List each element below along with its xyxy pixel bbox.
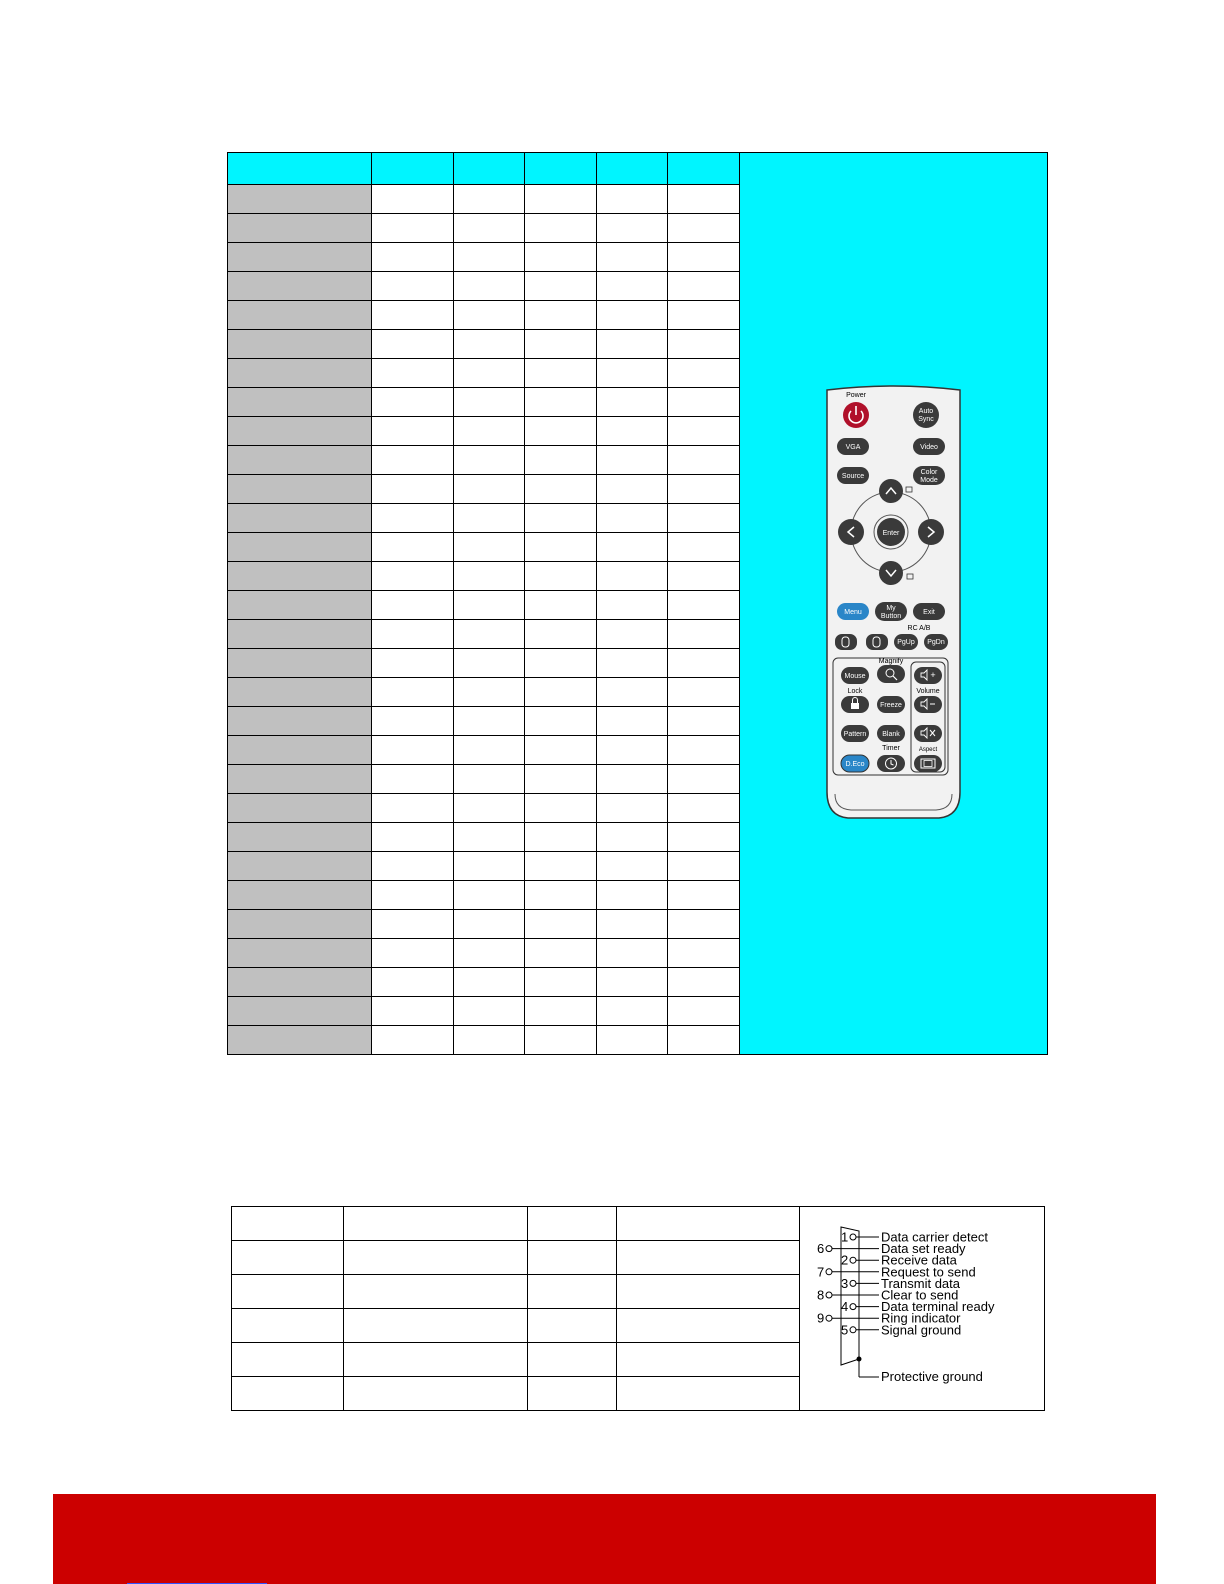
code-cell <box>372 359 454 388</box>
timer-label: Timer <box>882 744 900 752</box>
pin-socket <box>850 1234 856 1240</box>
code-cell <box>597 910 668 939</box>
code-cell <box>597 475 668 504</box>
code-cell <box>454 417 525 446</box>
code-cell <box>668 852 740 881</box>
left-button[interactable] <box>838 519 864 545</box>
volume-label: Volume <box>916 687 940 695</box>
code-cell <box>372 1026 454 1055</box>
color-mode-label-2: Mode <box>920 476 938 484</box>
code-cell <box>668 968 740 997</box>
mouse-label: Mouse <box>844 672 866 680</box>
pin-label: Signal ground <box>881 1321 962 1337</box>
code-cell <box>668 678 740 707</box>
code-cell <box>372 678 454 707</box>
code-cell <box>372 562 454 591</box>
key-cell <box>228 591 372 620</box>
remote-control-illustration <box>821 384 966 824</box>
key-cell <box>228 417 372 446</box>
key-cell <box>228 794 372 823</box>
pin-socket <box>850 1280 856 1286</box>
code-cell <box>525 939 597 968</box>
code-cell <box>525 243 597 272</box>
code-cell <box>597 562 668 591</box>
table-cell <box>528 1241 617 1275</box>
code-cell <box>454 243 525 272</box>
pin-label: Ring indicator <box>881 1310 961 1326</box>
table-cell <box>344 1207 528 1241</box>
code-cell <box>372 301 454 330</box>
table-cell <box>528 1343 617 1377</box>
my-button-label-1: My <box>886 604 896 612</box>
code-cell <box>597 504 668 533</box>
code-cell <box>668 272 740 301</box>
code-cell <box>597 417 668 446</box>
code-cell <box>668 243 740 272</box>
code-cell <box>597 185 668 214</box>
code-cell <box>597 881 668 910</box>
key-cell <box>228 823 372 852</box>
header-cell <box>668 153 740 185</box>
table-cell <box>617 1207 800 1241</box>
lock-label: Lock <box>847 687 863 695</box>
key-cell <box>228 388 372 417</box>
code-cell <box>372 997 454 1026</box>
code-cell <box>372 272 454 301</box>
key-cell <box>228 504 372 533</box>
aspect-label: Aspect <box>918 746 938 753</box>
code-cell <box>372 910 454 939</box>
pin-number: 9 <box>817 1310 825 1326</box>
code-cell <box>454 997 525 1026</box>
blank-label: Blank <box>882 730 900 738</box>
key-cell <box>228 272 372 301</box>
source-label: Source <box>841 472 865 480</box>
key-cell <box>228 446 372 475</box>
header-cell <box>372 153 454 185</box>
key-cell <box>228 678 372 707</box>
table-cell <box>528 1275 617 1309</box>
code-cell <box>597 388 668 417</box>
svg-text:+: + <box>930 669 936 680</box>
code-cell <box>525 417 597 446</box>
pgup-label: PgUp <box>897 638 915 646</box>
code-cell <box>668 910 740 939</box>
pin-number: 2 <box>841 1252 849 1268</box>
table-cell <box>232 1343 344 1377</box>
table-cell <box>528 1207 617 1241</box>
code-cell <box>454 301 525 330</box>
volume-up-button[interactable] <box>914 667 942 684</box>
db9-connector-diagram <box>807 1219 1037 1399</box>
table-cell <box>344 1343 528 1377</box>
code-cell <box>597 968 668 997</box>
code-cell <box>597 1026 668 1055</box>
pin-socket <box>850 1303 856 1309</box>
ir-code-table <box>227 152 1048 1055</box>
key-cell <box>228 910 372 939</box>
key-cell <box>228 620 372 649</box>
code-cell <box>372 214 454 243</box>
code-cell <box>525 330 597 359</box>
vga-label: VGA <box>845 443 861 451</box>
pin-socket <box>826 1292 832 1298</box>
code-cell <box>525 214 597 243</box>
code-cell <box>597 678 668 707</box>
header-cell <box>228 153 372 185</box>
rs232-pin-table <box>231 1206 1045 1411</box>
code-cell <box>525 359 597 388</box>
code-cell <box>668 765 740 794</box>
key-cell <box>228 1026 372 1055</box>
code-cell <box>668 533 740 562</box>
code-cell <box>597 794 668 823</box>
code-cell <box>372 823 454 852</box>
code-cell <box>372 794 454 823</box>
code-cell <box>525 968 597 997</box>
table-cell <box>232 1207 344 1241</box>
aspect-button[interactable] <box>914 755 942 772</box>
mute-button[interactable] <box>914 725 942 742</box>
code-cell <box>454 794 525 823</box>
code-cell <box>668 591 740 620</box>
protective-ground-label: Protective ground <box>881 1368 983 1384</box>
code-cell <box>597 591 668 620</box>
pin-number: 3 <box>841 1275 849 1291</box>
pin-label: Data set ready <box>881 1240 966 1256</box>
code-cell <box>525 475 597 504</box>
code-cell <box>454 533 525 562</box>
key-cell <box>228 649 372 678</box>
key-cell <box>228 214 372 243</box>
deco-label: D.Eco <box>845 760 865 768</box>
key-cell <box>228 707 372 736</box>
pattern-label: Pattern <box>843 730 867 738</box>
header-cell <box>597 153 668 185</box>
code-cell <box>525 794 597 823</box>
pin-number: 7 <box>817 1263 825 1279</box>
code-cell <box>597 330 668 359</box>
key-cell <box>228 359 372 388</box>
down-button[interactable] <box>879 561 903 585</box>
ground-dot <box>857 1356 862 1361</box>
code-cell <box>454 446 525 475</box>
pin-socket <box>850 1257 856 1263</box>
code-cell <box>454 272 525 301</box>
code-cell <box>372 417 454 446</box>
code-cell <box>525 533 597 562</box>
code-cell <box>372 765 454 794</box>
code-cell <box>454 214 525 243</box>
code-cell <box>525 765 597 794</box>
remote-image-cell <box>740 153 1048 1055</box>
code-cell <box>597 301 668 330</box>
code-cell <box>372 446 454 475</box>
code-cell <box>372 330 454 359</box>
code-cell <box>525 620 597 649</box>
table-cell <box>617 1309 800 1343</box>
header-cell <box>525 153 597 185</box>
code-cell <box>525 185 597 214</box>
code-cell <box>668 359 740 388</box>
pin-label: Transmit data <box>881 1275 960 1291</box>
table-cell <box>528 1309 617 1343</box>
code-cell <box>525 591 597 620</box>
code-cell <box>597 533 668 562</box>
table-cell <box>232 1241 344 1275</box>
code-cell <box>525 272 597 301</box>
header-cell <box>454 153 525 185</box>
auto-sync-label-1: Auto <box>918 407 934 415</box>
code-cell <box>372 533 454 562</box>
code-cell <box>372 939 454 968</box>
key-cell <box>228 243 372 272</box>
right-button[interactable] <box>918 519 944 545</box>
code-cell <box>668 214 740 243</box>
key-cell <box>228 736 372 765</box>
table-header-row <box>228 153 1048 185</box>
code-cell <box>372 475 454 504</box>
code-cell <box>454 736 525 765</box>
code-cell <box>668 475 740 504</box>
code-cell <box>525 301 597 330</box>
magnify-label: Magnify <box>878 657 904 665</box>
code-cell <box>372 736 454 765</box>
table-cell <box>617 1377 800 1411</box>
table-cell <box>344 1241 528 1275</box>
code-cell <box>668 388 740 417</box>
key-cell <box>228 185 372 214</box>
freeze-label: Freeze <box>880 701 902 709</box>
code-cell <box>525 881 597 910</box>
key-cell <box>228 475 372 504</box>
enter-label: Enter <box>882 529 900 537</box>
up-button[interactable] <box>879 479 903 503</box>
code-cell <box>668 794 740 823</box>
key-cell <box>228 939 372 968</box>
auto-sync-label-2: Sync <box>918 415 934 423</box>
auto-sync-button[interactable] <box>913 402 939 428</box>
connector-shell <box>841 1227 859 1365</box>
video-label: Video <box>920 443 938 451</box>
code-cell <box>372 504 454 533</box>
code-cell <box>454 1026 525 1055</box>
code-cell <box>525 852 597 881</box>
table-cell <box>617 1275 800 1309</box>
power-label: Power <box>846 391 866 399</box>
code-cell <box>454 475 525 504</box>
rc-ab-label: RC A/B <box>907 624 931 632</box>
pin-label: Data terminal ready <box>881 1298 995 1314</box>
table-cell <box>232 1275 344 1309</box>
pin-number: 5 <box>841 1321 849 1337</box>
key-cell <box>228 968 372 997</box>
code-cell <box>525 504 597 533</box>
menu-label: Menu <box>844 608 862 616</box>
pin-socket <box>826 1315 832 1321</box>
code-cell <box>454 678 525 707</box>
code-cell <box>668 707 740 736</box>
pin-number: 1 <box>841 1229 849 1244</box>
code-cell <box>668 881 740 910</box>
code-cell <box>668 562 740 591</box>
code-cell <box>668 736 740 765</box>
code-cell <box>454 852 525 881</box>
code-cell <box>668 823 740 852</box>
key-cell <box>228 997 372 1026</box>
pin-number: 6 <box>817 1240 825 1256</box>
code-cell <box>597 997 668 1026</box>
code-cell <box>525 446 597 475</box>
code-cell <box>372 649 454 678</box>
key-cell <box>228 301 372 330</box>
code-cell <box>597 214 668 243</box>
code-cell <box>668 504 740 533</box>
table-cell <box>232 1309 344 1343</box>
table-row <box>232 1207 1045 1241</box>
code-cell <box>454 388 525 417</box>
footer-bar <box>53 1494 1156 1584</box>
connector-diagram-cell <box>800 1207 1045 1411</box>
code-cell <box>668 649 740 678</box>
code-cell <box>454 939 525 968</box>
key-cell <box>228 881 372 910</box>
code-cell <box>525 997 597 1026</box>
code-cell <box>668 301 740 330</box>
code-cell <box>454 968 525 997</box>
code-cell <box>597 359 668 388</box>
pin-label: Data carrier detect <box>881 1229 988 1244</box>
pin-number: 4 <box>841 1298 849 1314</box>
code-cell <box>454 591 525 620</box>
code-cell <box>454 910 525 939</box>
code-cell <box>454 620 525 649</box>
code-cell <box>372 185 454 214</box>
code-cell <box>668 997 740 1026</box>
code-cell <box>372 852 454 881</box>
code-cell <box>454 185 525 214</box>
code-cell <box>454 504 525 533</box>
code-cell <box>597 446 668 475</box>
key-cell <box>228 330 372 359</box>
code-cell <box>372 388 454 417</box>
code-cell <box>597 823 668 852</box>
code-cell <box>668 620 740 649</box>
right-click-button[interactable] <box>866 634 888 650</box>
code-cell <box>668 1026 740 1055</box>
code-cell <box>668 939 740 968</box>
code-cell <box>525 388 597 417</box>
code-cell <box>454 881 525 910</box>
volume-down-button[interactable] <box>914 696 942 713</box>
code-cell <box>597 852 668 881</box>
table-cell <box>232 1377 344 1411</box>
pgdn-label: PgDn <box>927 638 945 646</box>
my-button-label-2: Button <box>880 612 902 620</box>
code-cell <box>454 707 525 736</box>
table-cell <box>617 1241 800 1275</box>
code-cell <box>454 359 525 388</box>
code-cell <box>454 649 525 678</box>
code-cell <box>525 1026 597 1055</box>
code-cell <box>372 707 454 736</box>
code-cell <box>372 881 454 910</box>
code-cell <box>597 243 668 272</box>
code-cell <box>597 272 668 301</box>
code-cell <box>525 678 597 707</box>
code-cell <box>372 968 454 997</box>
code-cell <box>454 330 525 359</box>
key-cell <box>228 852 372 881</box>
code-cell <box>597 736 668 765</box>
code-cell <box>372 243 454 272</box>
code-cell <box>597 707 668 736</box>
pin-socket <box>850 1326 856 1332</box>
code-cell <box>525 649 597 678</box>
code-cell <box>668 446 740 475</box>
table-cell <box>344 1377 528 1411</box>
code-cell <box>454 765 525 794</box>
code-cell <box>597 939 668 968</box>
key-cell <box>228 562 372 591</box>
table-cell <box>617 1343 800 1377</box>
pin-label: Receive data <box>881 1252 957 1268</box>
code-cell <box>525 562 597 591</box>
code-cell <box>668 185 740 214</box>
table-cell <box>344 1309 528 1343</box>
magnify-button[interactable] <box>877 665 905 683</box>
pin-number: 8 <box>817 1287 825 1302</box>
code-cell <box>525 823 597 852</box>
code-cell <box>525 736 597 765</box>
code-cell <box>668 330 740 359</box>
code-cell <box>372 620 454 649</box>
code-cell <box>597 765 668 794</box>
code-cell <box>597 649 668 678</box>
code-cell <box>372 591 454 620</box>
pin-socket <box>826 1245 832 1251</box>
code-cell <box>668 417 740 446</box>
exit-label: Exit <box>923 608 935 616</box>
key-cell <box>228 533 372 562</box>
code-cell <box>454 562 525 591</box>
code-cell <box>525 910 597 939</box>
code-cell <box>597 620 668 649</box>
pin-socket <box>826 1268 832 1274</box>
table-cell <box>344 1275 528 1309</box>
left-click-button[interactable] <box>835 634 857 650</box>
code-cell <box>454 823 525 852</box>
code-cell <box>525 707 597 736</box>
pin-label: Request to send <box>881 1263 976 1279</box>
pin-label: Clear to send <box>881 1287 959 1302</box>
color-mode-label-1: Color <box>920 468 938 476</box>
table-cell <box>528 1377 617 1411</box>
key-cell <box>228 765 372 794</box>
